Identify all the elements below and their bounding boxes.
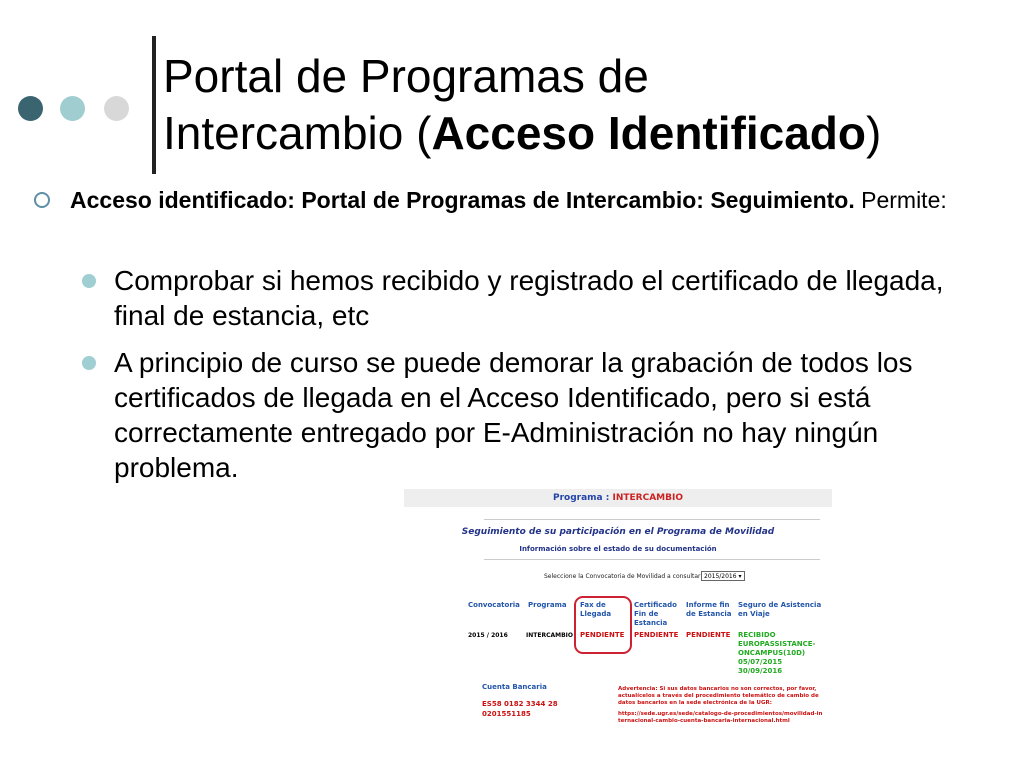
bullet-dot-icon xyxy=(82,274,96,288)
decorative-dot-middle xyxy=(60,96,85,121)
bullet-dot-icon xyxy=(82,356,96,370)
decorative-dot-right xyxy=(104,96,129,121)
seguro-to: 30/09/2016 xyxy=(738,667,783,675)
sub-bullet-2: A principio de curso se puede demorar la grabación de todos los certificados de llegada en el Acceso Identificado, pero si está correctamente entregado por E-Administración no hay ningún problema. xyxy=(114,347,913,483)
col-convocatoria: Convocatoria xyxy=(468,601,520,609)
divider xyxy=(484,519,820,520)
intro-normal: Permite: xyxy=(854,187,947,213)
program-value: INTERCAMBIO xyxy=(612,493,683,503)
tracking-subheading: Información sobre el estado de su documentación xyxy=(519,545,717,553)
tracking-heading: Seguimiento de su participación en el Programa de Movilidad xyxy=(461,527,775,537)
convocatoria-select[interactable] xyxy=(701,571,745,581)
decorative-dot-left xyxy=(18,96,43,121)
cuenta-label: Cuenta Bancaria xyxy=(482,683,547,691)
row-convocatoria: 2015 / 2016 xyxy=(468,632,508,639)
seguro-company: EUROPASSISTANCE-ONCAMPUS(10D) xyxy=(738,640,816,657)
portal-screenshot xyxy=(404,489,832,751)
slide-title xyxy=(163,48,1013,162)
advertencia-text: Advertencia: Si sus datos bancarios no son correctos, por favor, actualícelos a través del procedimiento telemático de cambio de datos bancarios en la sede electrónica de la UGR: xyxy=(618,686,819,706)
convocatoria-label: Seleccione la Convocatoria de Movilidad a consultar xyxy=(544,573,701,580)
advertencia-url[interactable]: https://sede.ugr.es/sede/catalogo-de-procedimientos/movilidad-internacional-cambio-cuenta-bancaria-internacional.html xyxy=(618,711,823,724)
row-seguro xyxy=(738,631,830,676)
seguro-status: RECIBIDO xyxy=(738,631,776,639)
col-seguro: Seguro de Asistencia en Viaje xyxy=(738,601,822,618)
row-certificado-fin: PENDIENTE xyxy=(634,631,679,639)
cuenta-value: ES58 0182 3344 28 0201551185 xyxy=(482,700,558,718)
highlight-circle xyxy=(574,596,632,654)
col-fax-llegada: Fax de Llegada xyxy=(580,601,612,618)
seguro-from: 05/07/2015 xyxy=(738,658,783,666)
divider xyxy=(484,559,820,560)
chevron-down-icon: ▾ xyxy=(738,573,742,580)
title-line2-start: Intercambio ( xyxy=(163,107,432,159)
row-informe-fin: PENDIENTE xyxy=(686,631,731,639)
title-line2-end: ) xyxy=(866,107,882,159)
intro-bold: Acceso identificado: Portal de Programas de Intercambio: Seguimiento. xyxy=(70,187,855,213)
intro-text xyxy=(70,182,970,218)
program-header xyxy=(404,489,832,507)
row-fax-llegada: PENDIENTE xyxy=(580,631,625,639)
bullet-circle-icon xyxy=(34,192,50,208)
title-bold: Acceso Identificado xyxy=(431,107,866,159)
col-programa: Programa xyxy=(528,601,567,609)
sub-bullet-1: Comprobar si hemos recibido y registrado el certificado de llegada, final de estancia, etc xyxy=(114,265,944,331)
col-informe-fin: Informe fin de Estancia xyxy=(686,601,732,618)
row-programa: INTERCAMBIO xyxy=(526,632,573,639)
col-certificado-fin: Certificado Fin de Estancia xyxy=(634,601,677,627)
convocatoria-value: 2015/2016 xyxy=(704,573,737,580)
title-line1: Portal de Programas de xyxy=(163,50,649,102)
program-label: Programa : xyxy=(553,493,613,503)
advertencia xyxy=(618,686,823,725)
title-divider xyxy=(152,36,156,174)
